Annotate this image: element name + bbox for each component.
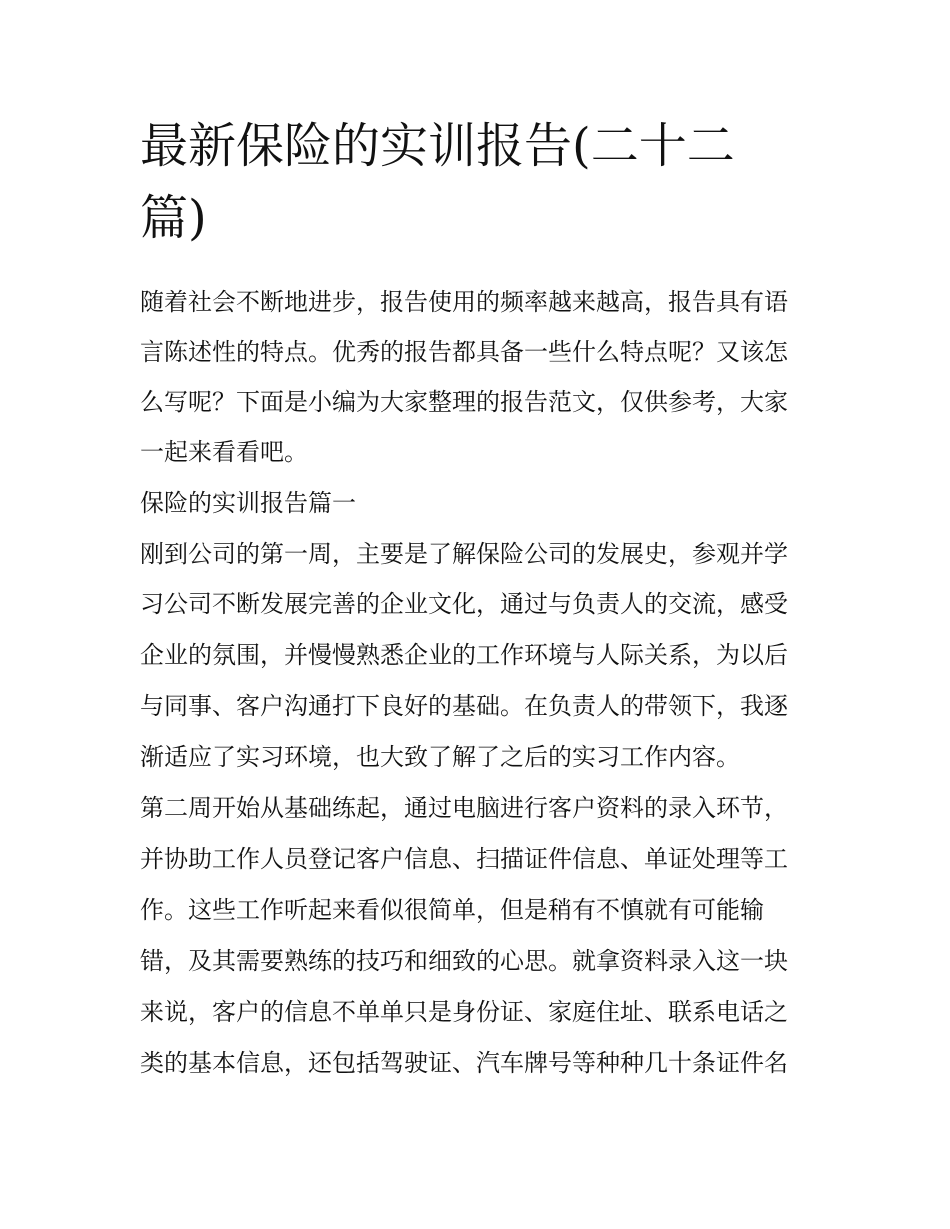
intro-line-3: 么写呢？下面是小编为大家整理的报告范文，仅供参考，大家 (140, 388, 788, 416)
section-heading: 保险的实训报告篇一 (140, 489, 356, 517)
intro-line-4: 一起来看看吧。 (140, 438, 308, 466)
title-line-1: 最新保险的实训报告(二十二 (140, 118, 735, 174)
para2-line-4: 错，及其需要熟练的技巧和细致的心思。就拿资料录入这一块 (140, 947, 788, 975)
para2-line-3: 作。这些工作听起来看似很简单，但是稍有不慎就有可能输 (140, 896, 764, 924)
document-title (140, 110, 810, 254)
para2-line-6: 类的基本信息，还包括驾驶证、汽车牌号等种种几十条证件名 (140, 1049, 788, 1077)
title-line-2: 篇) (140, 190, 207, 246)
intro-line-2: 言陈述性的特点。优秀的报告都具备一些什么特点呢？又该怎 (140, 338, 788, 366)
para1-line-1: 刚到公司的第一周，主要是了解保险公司的发展史，参观并学 (140, 540, 788, 568)
para2-line-2: 并协助工作人员登记客户信息、扫描证件信息、单证处理等工 (140, 845, 788, 873)
para1-line-3: 企业的氛围，并慢慢熟悉企业的工作环境与人际关系，为以后 (140, 641, 788, 669)
para2-line-5: 来说，客户的信息不单单只是身份证、家庭住址、联系电话之 (140, 998, 788, 1026)
intro-line-1: 随着社会不断地进步，报告使用的频率越来越高，报告具有语 (140, 288, 788, 316)
para1-line-2: 习公司不断发展完善的企业文化，通过与负责人的交流，感受 (140, 590, 788, 618)
para2-line-1: 第二周开始从基础练起，通过电脑进行客户资料的录入环节， (140, 794, 788, 822)
para1-line-5: 渐适应了实习环境，也大致了解了之后的实习工作内容。 (140, 743, 740, 771)
para1-line-4: 与同事、客户沟通打下良好的基础。在负责人的带领下，我逐 (140, 692, 788, 720)
